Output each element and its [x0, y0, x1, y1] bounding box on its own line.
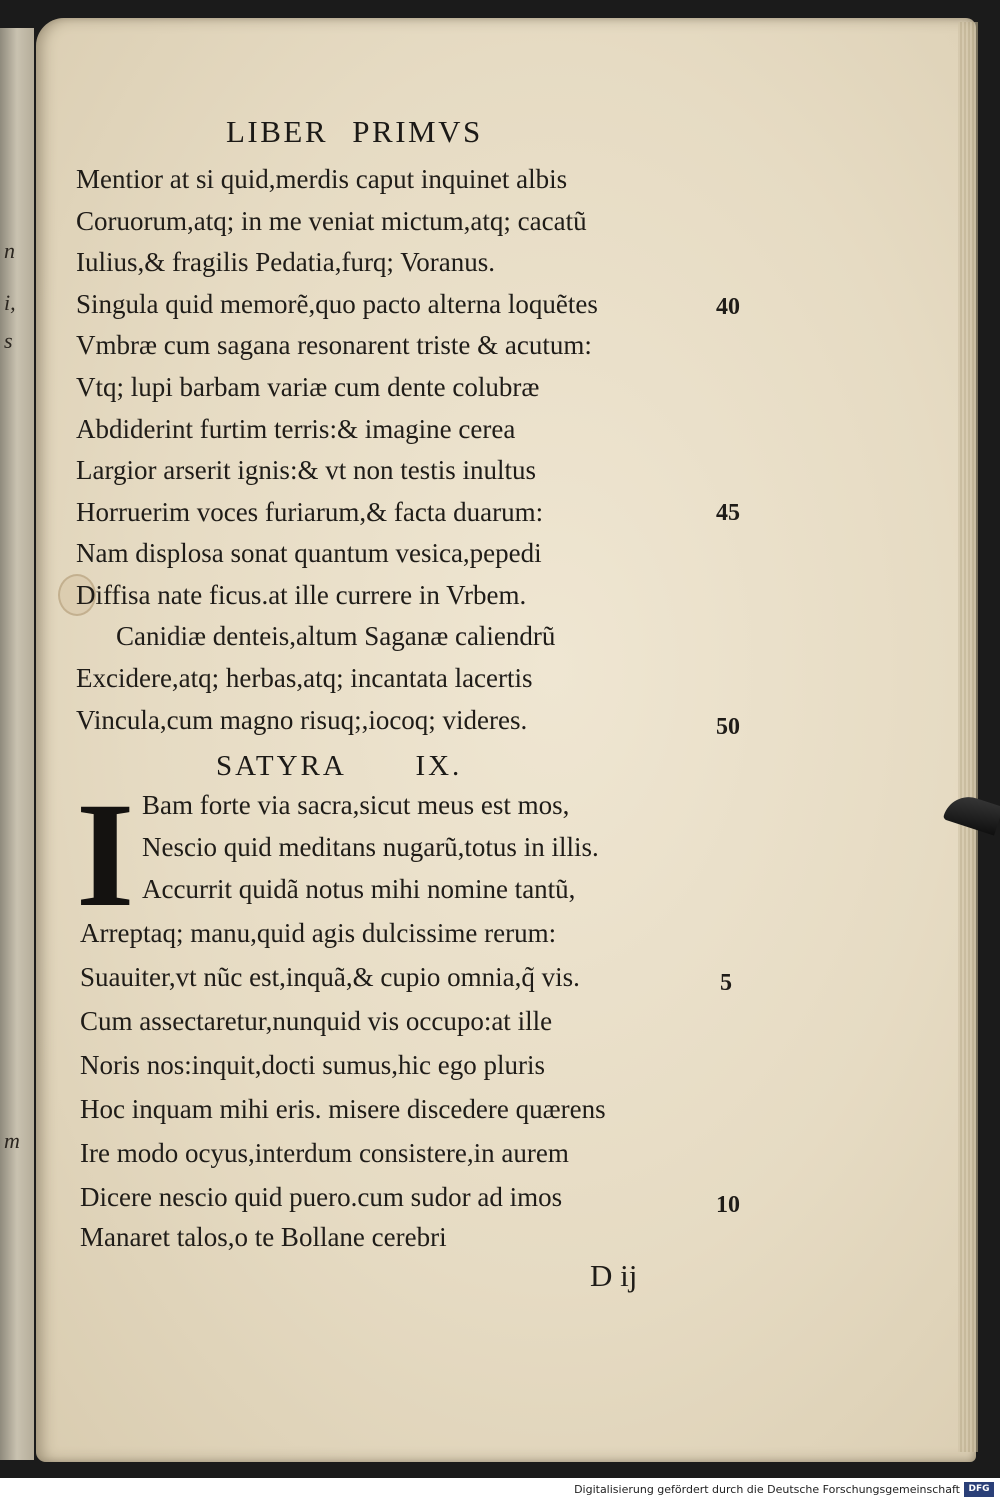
verse-line: Ire modo ocyus,interdum consistere,in aurem [80, 1138, 569, 1168]
verse-line: Iulius,& fragilis Pedatia,furq; Voranus. [76, 247, 495, 277]
margin-fragment: n [4, 238, 15, 263]
verse-line: Cum assectaretur,nunquid vis occupo:at ille [80, 1006, 553, 1036]
page-block-edge [958, 22, 978, 1452]
verse-line: Vtq; lupi barbam variæ cum dente colubræ [76, 372, 540, 402]
verse-line: Largior arserit ignis:& vt non testis inultus [76, 455, 536, 485]
dfg-logo: DFG [964, 1482, 994, 1497]
signature-mark: D ij [590, 1258, 638, 1293]
facing-page-edge [0, 28, 34, 1460]
margin-fragment: m [4, 1128, 20, 1153]
verse-line: Singula quid memorẽ,quo pacto alterna loquẽtes [76, 289, 598, 319]
verse-line: Nam displosa sonat quantum vesica,pepedi [76, 538, 542, 568]
verse-line: Accurrit quidã notus mihi nomine tantũ, [142, 874, 576, 904]
margin-fragment: i, [4, 290, 16, 315]
verse-line: Nescio quid meditans nugarũ,totus in illis. [142, 832, 599, 862]
verse-line: Vincula,cum magno risuq;,iocoq; videres. [76, 705, 528, 735]
verse-line: Diffisa nate ficus.at ille currere in Vrbem. [76, 580, 527, 610]
footer-credit: Digitalisierung gefördert durch die Deutsche Forschungsgemeinschaft [574, 1483, 960, 1496]
verse-line: Noris nos:inquit,docti sumus,hic ego pluris [80, 1050, 545, 1080]
line-number: 50 [716, 714, 740, 740]
verse-line: Vmbræ cum sagana resonarent triste & acutum: [76, 330, 592, 360]
verse-line: Bam forte via sacra,sicut meus est mos, [142, 790, 570, 820]
section-heading: SATYRA IX. [216, 750, 463, 782]
verse-line: Horruerim voces furiarum,& facta duarum: [76, 497, 544, 527]
bleed-through-text [700, 170, 890, 1250]
drop-cap-initial: I [76, 772, 135, 938]
line-number: 5 [720, 970, 732, 996]
verse-line: Canidiæ denteis,altum Saganæ caliendrũ [116, 621, 556, 651]
line-number: 10 [716, 1192, 740, 1218]
verse-line: Suauiter,vt nũc est,inquã,& cupio omnia,q̃ vis. [80, 962, 580, 992]
running-head: LIBER PRIMVS [226, 114, 483, 149]
line-number: 45 [716, 500, 740, 526]
verse-line: Abdiderint furtim terris:& imagine cerea [76, 414, 516, 444]
margin-fragment: s [4, 328, 13, 353]
verse-line: Coruorum,atq; in me veniat mictum,atq; cacatũ [76, 206, 587, 236]
line-number: 40 [716, 294, 740, 320]
verse-line: Mentior at si quid,merdis caput inquinet albis [76, 164, 568, 194]
digitization-footer [0, 1478, 1000, 1502]
verse-line: Hoc inquam mihi eris. misere discedere quærens [80, 1094, 606, 1124]
verse-line: Arreptaq; manu,quid agis dulcissime rerum: [80, 918, 557, 948]
verse-line: Dicere nescio quid puero.cum sudor ad imos [80, 1182, 563, 1212]
verse-line: Manaret talos,o te Bollane cerebri [80, 1222, 447, 1252]
verse-line: Excidere,atq; herbas,atq; incantata lacertis [76, 663, 533, 693]
